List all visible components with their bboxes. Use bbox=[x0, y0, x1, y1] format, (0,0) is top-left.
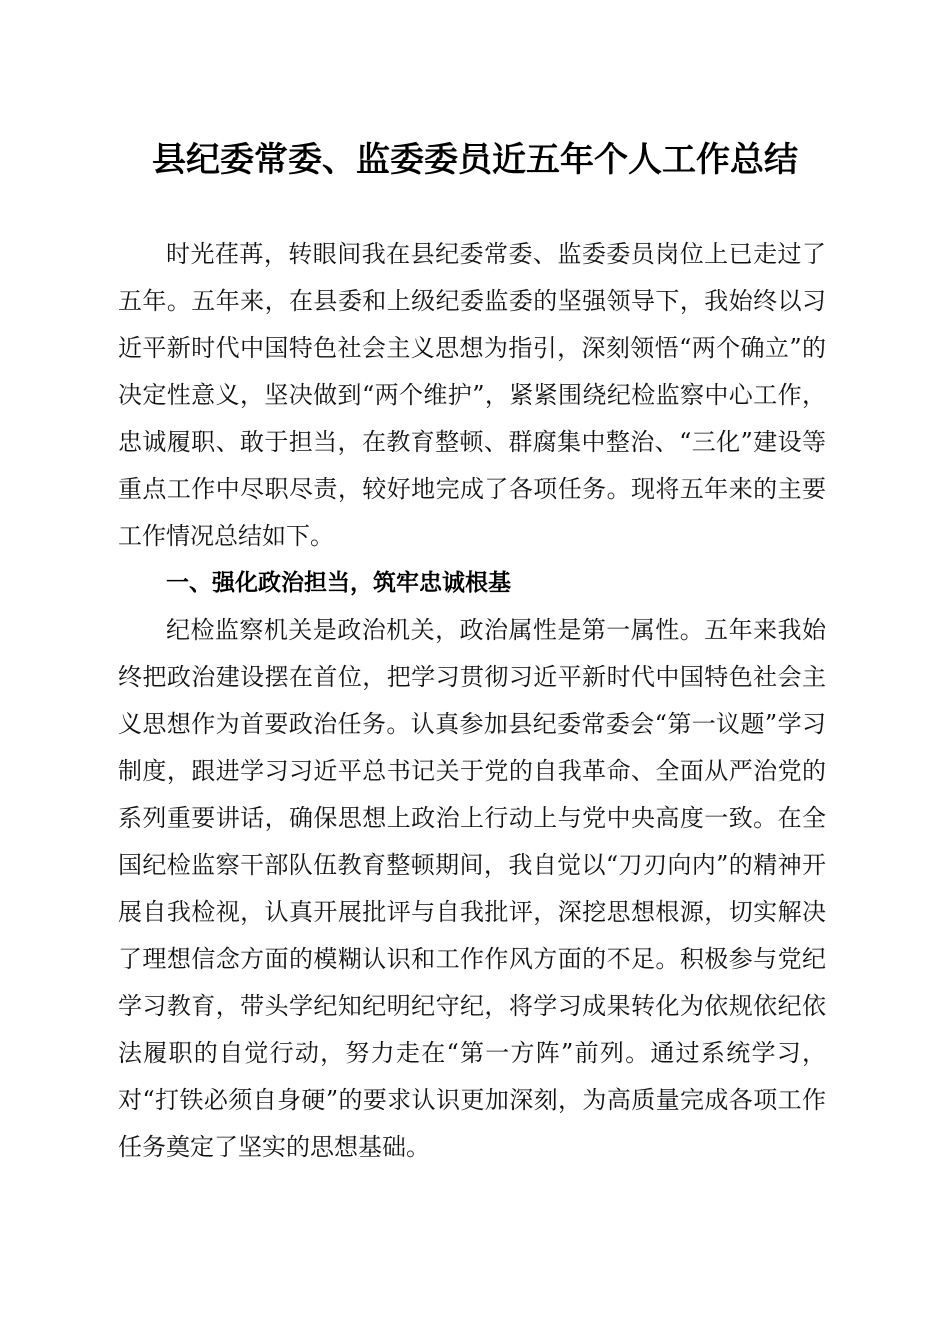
section-heading-1: 一、强化政治担当，筑牢忠诚根基 bbox=[166, 570, 511, 596]
intro-paragraph: 时光荏苒，转眼间我在县纪委常委、监委委员岗位上已走过了五年。五年来，在县委和上级纪委监委的坚强领导下，我始终以习近平新时代中国特色社会主义思想为指引，深刻领悟“两个确立”的决定性意义，坚决做到“两个维护”，紧紧围绕纪检监察中心工作，忠诚履职、敢于担当，在教育整顿、群腐集中整治、“三化”建设等重点工作中尽职尽责，较好地完成了各项任务。现将五年来的主要工作情况总结如下。 bbox=[118, 240, 826, 550]
document-title: 县纪委常委、监委委员近五年个人工作总结 bbox=[152, 140, 798, 180]
section-1-paragraph: 纪检监察机关是政治机关，政治属性是第一属性。五年来我始终把政治建设摆在首位，把学习贯彻习近平新时代中国特色社会主义思想作为首要政治任务。认真参加县纪委常委会“第一议题”学习制度，跟进学习习近平总书记关于党的自我革命、全面从严治党的系列重要讲话，确保思想上政治上行动上与党中央高度一致。在全国纪检监察干部队伍教育整顿期间，我自觉以“刀刃向内”的精神开展自我检视，认真开展批评与自我批评，深挖思想根源，切实解决了理想信念方面的模糊认识和工作作风方面的不足。积极参与党纪学习教育，带头学纪知纪明纪守纪，将学习成果转化为依规依纪依法履职的自觉行动，努力走在“第一方阵”前列。通过系统学习，对“打铁必须自身硬”的要求认识更加深刻，为高质量完成各项工作任务奠定了坚实的思想基础。 bbox=[118, 616, 826, 1161]
document-body bbox=[118, 231, 826, 1171]
